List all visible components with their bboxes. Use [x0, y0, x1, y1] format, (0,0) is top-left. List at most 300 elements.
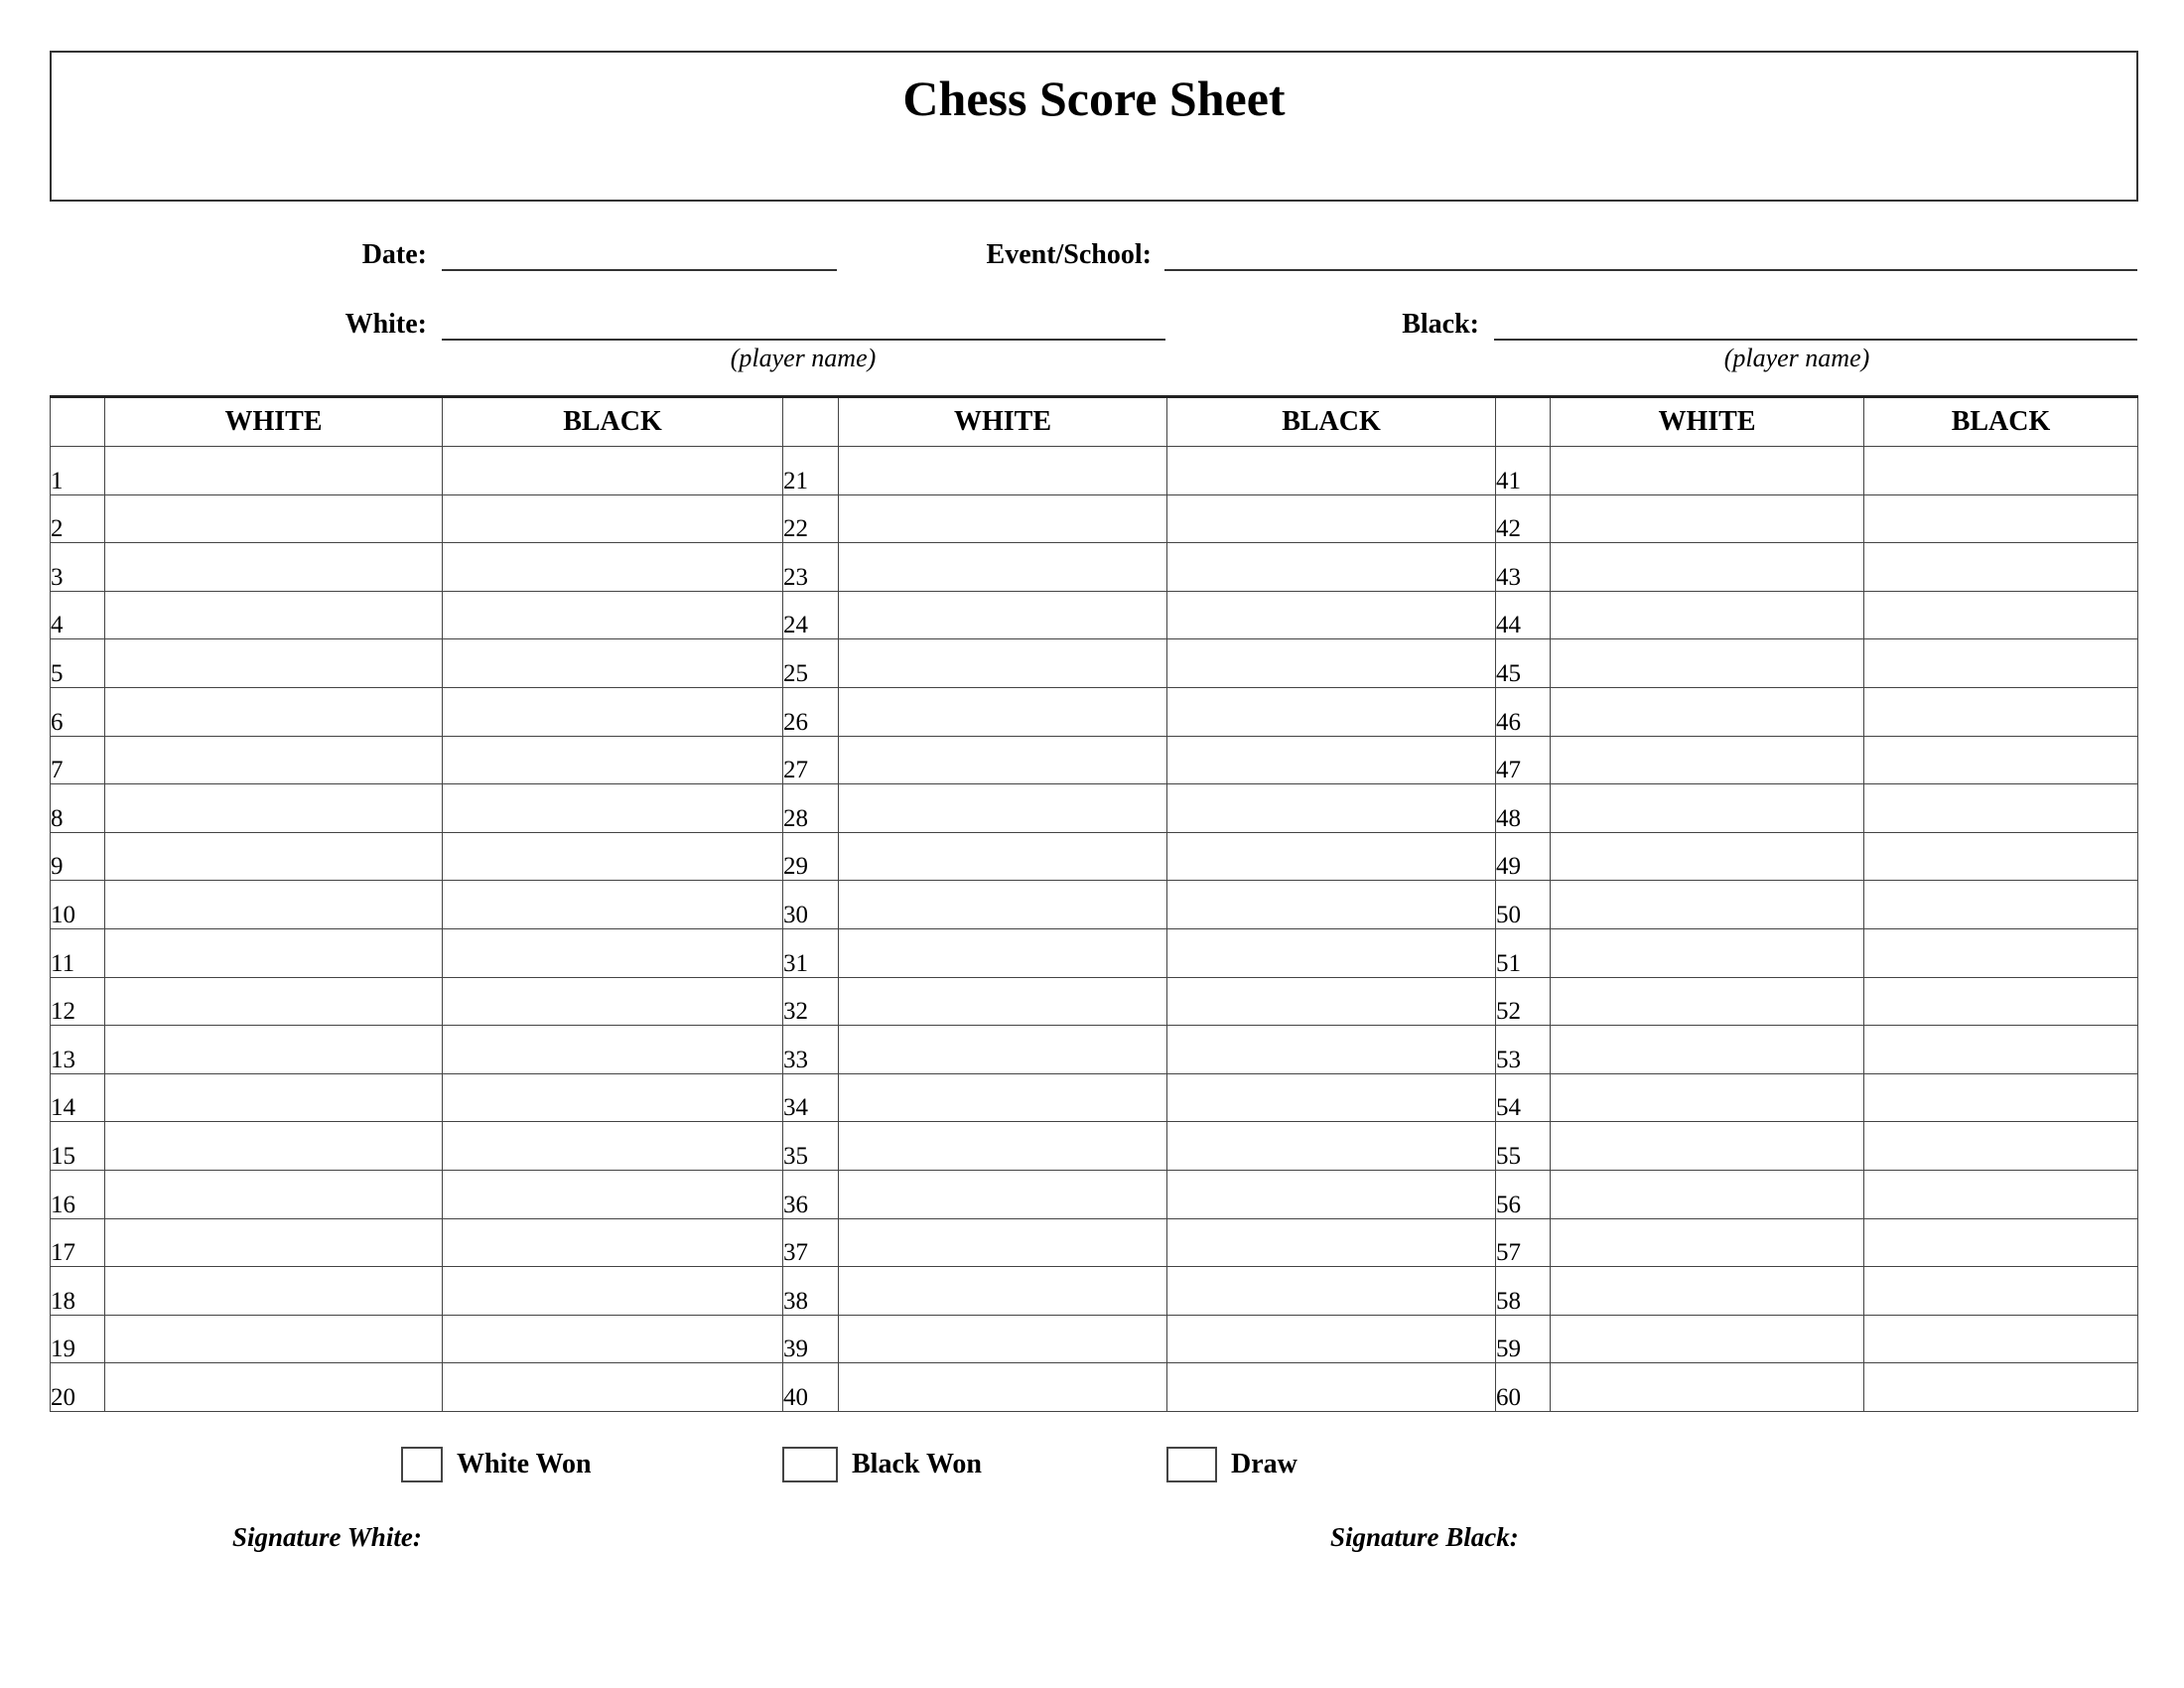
white-move-cell[interactable]: [839, 977, 1167, 1026]
white-move-input[interactable]: [105, 931, 442, 975]
white-move-input[interactable]: [105, 594, 442, 637]
white-move-input[interactable]: [839, 545, 1166, 589]
black-move-cell[interactable]: [443, 977, 783, 1026]
white-move-cell[interactable]: [1551, 447, 1864, 495]
black-move-cell[interactable]: [1167, 1170, 1496, 1218]
white-move-input[interactable]: [105, 1317, 442, 1360]
table-row: [51, 639, 2138, 688]
white-move-input[interactable]: [105, 1173, 442, 1216]
result-draw[interactable]: [1166, 1447, 1297, 1482]
black-move-cell[interactable]: [1167, 881, 1496, 929]
white-move-cell[interactable]: [1551, 1218, 1864, 1267]
move-number: 30: [783, 881, 839, 929]
black-move-cell[interactable]: [1864, 639, 2138, 688]
white-move-cell[interactable]: [1551, 1267, 1864, 1316]
move-number: 9: [51, 832, 105, 881]
white-move-input[interactable]: [1551, 738, 1863, 781]
white-move-cell[interactable]: [839, 1315, 1167, 1363]
white-move-input[interactable]: [1551, 1173, 1863, 1216]
black-move-cell[interactable]: [1167, 687, 1496, 736]
black-move-cell[interactable]: [1864, 784, 2138, 833]
black-move-cell[interactable]: [1167, 639, 1496, 688]
black-move-input[interactable]: [1167, 979, 1495, 1023]
white-move-cell[interactable]: [839, 881, 1167, 929]
white-move-input[interactable]: [105, 1124, 442, 1168]
black-move-cell[interactable]: [443, 881, 783, 929]
white-move-cell[interactable]: [105, 928, 443, 977]
black-move-input[interactable]: [1167, 1317, 1495, 1360]
white-move-cell[interactable]: [839, 687, 1167, 736]
black-move-cell[interactable]: [443, 1026, 783, 1074]
black-move-input[interactable]: [443, 690, 782, 734]
move-number: 54: [1496, 1073, 1551, 1122]
black-move-cell[interactable]: [1167, 1122, 1496, 1171]
black-move-input[interactable]: [1167, 883, 1495, 926]
white-won-checkbox[interactable]: [401, 1447, 443, 1482]
black-move-cell[interactable]: [1167, 736, 1496, 784]
white-move-cell[interactable]: [1551, 784, 1864, 833]
white-move-cell[interactable]: [839, 1122, 1167, 1171]
white-move-input[interactable]: [1551, 1365, 1863, 1409]
black-move-input[interactable]: [1167, 1220, 1495, 1264]
white-move-input[interactable]: [839, 1365, 1166, 1409]
move-number: 49: [1496, 832, 1551, 881]
white-move-input[interactable]: [839, 1269, 1166, 1313]
black-move-cell[interactable]: [443, 1267, 783, 1316]
black-move-cell[interactable]: [1864, 1073, 2138, 1122]
white-move-input[interactable]: [839, 1173, 1166, 1216]
white-move-input[interactable]: [1551, 690, 1863, 734]
white-move-cell[interactable]: [839, 591, 1167, 639]
white-move-input[interactable]: [1551, 1028, 1863, 1071]
black-move-cell[interactable]: [1167, 1073, 1496, 1122]
white-move-input[interactable]: [105, 786, 442, 830]
move-number: 60: [1496, 1363, 1551, 1412]
black-move-input[interactable]: [1864, 690, 2137, 734]
black-move-cell[interactable]: [443, 1170, 783, 1218]
white-player-field[interactable]: [442, 310, 1165, 340]
black-move-cell[interactable]: [1167, 1267, 1496, 1316]
white-move-cell[interactable]: [839, 494, 1167, 543]
white-move-input[interactable]: [839, 786, 1166, 830]
date-field[interactable]: [442, 240, 837, 270]
date-label: Date:: [361, 239, 427, 270]
black-move-input[interactable]: [1864, 641, 2137, 685]
black-move-input[interactable]: [1864, 1365, 2137, 1409]
black-move-input[interactable]: [443, 786, 782, 830]
move-number: 51: [1496, 928, 1551, 977]
black-move-input[interactable]: [1864, 931, 2137, 975]
black-move-input[interactable]: [1167, 449, 1495, 492]
white-move-cell[interactable]: [839, 928, 1167, 977]
white-move-cell[interactable]: [1551, 1363, 1864, 1412]
white-move-cell[interactable]: [105, 1315, 443, 1363]
table-header-row: [51, 397, 2138, 447]
event-underline: [1164, 269, 2137, 271]
white-move-cell[interactable]: [839, 1073, 1167, 1122]
white-move-input[interactable]: [105, 1076, 442, 1120]
black-move-cell[interactable]: [443, 639, 783, 688]
black-move-cell[interactable]: [1167, 977, 1496, 1026]
white-move-input[interactable]: [105, 690, 442, 734]
move-number: 27: [783, 736, 839, 784]
white-move-cell[interactable]: [1551, 881, 1864, 929]
black-move-cell[interactable]: [1864, 591, 2138, 639]
black-move-cell[interactable]: [1864, 447, 2138, 495]
black-move-input[interactable]: [443, 1076, 782, 1120]
move-number: 8: [51, 784, 105, 833]
black-move-input[interactable]: [443, 594, 782, 637]
white-move-input[interactable]: [839, 690, 1166, 734]
black-move-cell[interactable]: [1167, 543, 1496, 592]
table-row: [51, 494, 2138, 543]
result-black-won[interactable]: [782, 1447, 982, 1482]
black-move-input[interactable]: [1864, 786, 2137, 830]
move-number: 28: [783, 784, 839, 833]
white-move-cell[interactable]: [1551, 1026, 1864, 1074]
black-move-input[interactable]: [1864, 835, 2137, 879]
move-number: 35: [783, 1122, 839, 1171]
black-move-cell[interactable]: [1167, 447, 1496, 495]
white-move-input[interactable]: [839, 594, 1166, 637]
white-move-input[interactable]: [1551, 979, 1863, 1023]
black-move-cell[interactable]: [1864, 687, 2138, 736]
white-move-input[interactable]: [839, 449, 1166, 492]
black-move-cell[interactable]: [1864, 494, 2138, 543]
black-player-field[interactable]: [1494, 310, 2137, 340]
white-move-input[interactable]: [1551, 641, 1863, 685]
table-row: [51, 832, 2138, 881]
white-move-cell[interactable]: [1551, 639, 1864, 688]
white-move-input[interactable]: [105, 979, 442, 1023]
score-table: [50, 395, 2138, 1412]
white-move-cell[interactable]: [105, 1363, 443, 1412]
table-row: [51, 736, 2138, 784]
white-move-cell[interactable]: [105, 1170, 443, 1218]
black-move-cell[interactable]: [1864, 1315, 2138, 1363]
black-move-cell[interactable]: [1167, 1026, 1496, 1074]
black-move-cell[interactable]: [1864, 1170, 2138, 1218]
white-move-cell[interactable]: [1551, 977, 1864, 1026]
white-move-input[interactable]: [839, 738, 1166, 781]
white-move-input[interactable]: [1551, 835, 1863, 879]
white-move-input[interactable]: [105, 835, 442, 879]
white-move-cell[interactable]: [839, 784, 1167, 833]
black-won-checkbox[interactable]: [782, 1447, 838, 1482]
move-number: 38: [783, 1267, 839, 1316]
black-move-input[interactable]: [443, 738, 782, 781]
black-move-input[interactable]: [1864, 1076, 2137, 1120]
white-move-input[interactable]: [1551, 496, 1863, 540]
score-table-body: [51, 447, 2138, 1412]
black-move-input[interactable]: [1864, 1317, 2137, 1360]
black-move-cell[interactable]: [1167, 494, 1496, 543]
white-move-input[interactable]: [1551, 1317, 1863, 1360]
black-move-input[interactable]: [443, 1124, 782, 1168]
white-move-cell[interactable]: [839, 1267, 1167, 1316]
white-move-cell[interactable]: [105, 1122, 443, 1171]
black-move-cell[interactable]: [1167, 591, 1496, 639]
black-move-input[interactable]: [443, 1317, 782, 1360]
white-move-input[interactable]: [839, 1220, 1166, 1264]
move-number: 15: [51, 1122, 105, 1171]
black-move-cell[interactable]: [443, 447, 783, 495]
black-move-input[interactable]: [443, 1269, 782, 1313]
black-move-input[interactable]: [443, 641, 782, 685]
black-move-cell[interactable]: [443, 1315, 783, 1363]
white-move-input[interactable]: [105, 1028, 442, 1071]
white-move-input[interactable]: [839, 979, 1166, 1023]
white-move-cell[interactable]: [105, 736, 443, 784]
white-move-input[interactable]: [839, 1028, 1166, 1071]
black-move-input[interactable]: [1167, 690, 1495, 734]
white-move-input[interactable]: [1551, 1220, 1863, 1264]
black-move-cell[interactable]: [443, 736, 783, 784]
move-number: 31: [783, 928, 839, 977]
table-row: [51, 591, 2138, 639]
white-move-input[interactable]: [1551, 1269, 1863, 1313]
black-move-cell[interactable]: [1864, 1026, 2138, 1074]
black-move-input[interactable]: [443, 1173, 782, 1216]
white-move-input[interactable]: [839, 641, 1166, 685]
page-title: Chess Score Sheet: [902, 70, 1286, 126]
white-move-input[interactable]: [105, 545, 442, 589]
white-move-cell[interactable]: [105, 1073, 443, 1122]
black-move-cell[interactable]: [1864, 1122, 2138, 1171]
black-move-cell[interactable]: [1864, 543, 2138, 592]
black-move-input[interactable]: [1864, 1269, 2137, 1313]
white-move-input[interactable]: [839, 883, 1166, 926]
date-underline: [442, 269, 837, 271]
black-move-input[interactable]: [443, 835, 782, 879]
black-player-label: Black:: [1402, 309, 1479, 340]
table-row: [51, 447, 2138, 495]
black-move-input[interactable]: [1167, 545, 1495, 589]
white-move-cell[interactable]: [839, 1026, 1167, 1074]
white-move-input[interactable]: [839, 835, 1166, 879]
white-move-cell[interactable]: [839, 543, 1167, 592]
white-move-cell[interactable]: [1551, 1170, 1864, 1218]
black-move-input[interactable]: [443, 1365, 782, 1409]
white-move-cell[interactable]: [839, 1218, 1167, 1267]
move-number: 53: [1496, 1026, 1551, 1074]
black-move-input[interactable]: [443, 496, 782, 540]
white-move-input[interactable]: [1551, 1124, 1863, 1168]
black-move-cell[interactable]: [1864, 1267, 2138, 1316]
black-move-input[interactable]: [443, 979, 782, 1023]
white-move-input[interactable]: [105, 496, 442, 540]
black-move-cell[interactable]: [1864, 832, 2138, 881]
table-row: [51, 1267, 2138, 1316]
black-move-input[interactable]: [1864, 449, 2137, 492]
white-move-input[interactable]: [1551, 449, 1863, 492]
black-move-cell[interactable]: [443, 494, 783, 543]
event-field[interactable]: [1164, 240, 2137, 270]
white-move-cell[interactable]: [1551, 494, 1864, 543]
header-white: WHITE: [105, 397, 443, 447]
white-move-input[interactable]: [1551, 883, 1863, 926]
black-move-input[interactable]: [1167, 1173, 1495, 1216]
black-move-input[interactable]: [1864, 1028, 2137, 1071]
black-move-cell[interactable]: [443, 928, 783, 977]
white-move-input[interactable]: [839, 931, 1166, 975]
black-move-cell[interactable]: [1864, 881, 2138, 929]
black-move-input[interactable]: [1167, 1269, 1495, 1313]
move-number: 44: [1496, 591, 1551, 639]
black-move-input[interactable]: [443, 449, 782, 492]
white-move-cell[interactable]: [105, 494, 443, 543]
black-move-input[interactable]: [1167, 594, 1495, 637]
black-move-input[interactable]: [1864, 883, 2137, 926]
white-move-input[interactable]: [839, 496, 1166, 540]
white-move-cell[interactable]: [105, 639, 443, 688]
black-move-input[interactable]: [1167, 1028, 1495, 1071]
black-move-input[interactable]: [1864, 496, 2137, 540]
white-move-cell[interactable]: [1551, 1073, 1864, 1122]
white-move-cell[interactable]: [839, 736, 1167, 784]
white-move-input[interactable]: [839, 1124, 1166, 1168]
white-move-cell[interactable]: [1551, 591, 1864, 639]
white-move-input[interactable]: [105, 449, 442, 492]
white-move-cell[interactable]: [1551, 832, 1864, 881]
black-move-input[interactable]: [1167, 496, 1495, 540]
white-move-cell[interactable]: [105, 784, 443, 833]
move-number: 41: [1496, 447, 1551, 495]
black-move-cell[interactable]: [1864, 736, 2138, 784]
black-move-cell[interactable]: [1864, 928, 2138, 977]
black-move-input[interactable]: [1864, 738, 2137, 781]
white-move-cell[interactable]: [1551, 928, 1864, 977]
white-move-cell[interactable]: [105, 543, 443, 592]
black-move-cell[interactable]: [443, 784, 783, 833]
black-move-cell[interactable]: [443, 832, 783, 881]
white-move-input[interactable]: [105, 641, 442, 685]
white-move-cell[interactable]: [105, 1267, 443, 1316]
black-move-cell[interactable]: [443, 1122, 783, 1171]
black-move-cell[interactable]: [443, 687, 783, 736]
black-move-cell[interactable]: [1864, 977, 2138, 1026]
black-move-cell[interactable]: [1167, 1315, 1496, 1363]
move-number: 7: [51, 736, 105, 784]
black-move-input[interactable]: [443, 545, 782, 589]
black-move-cell[interactable]: [1864, 1218, 2138, 1267]
white-move-cell[interactable]: [1551, 736, 1864, 784]
move-number: 4: [51, 591, 105, 639]
white-move-input[interactable]: [105, 1365, 442, 1409]
black-move-input[interactable]: [1167, 738, 1495, 781]
result-white-won[interactable]: [401, 1447, 592, 1482]
black-move-input[interactable]: [1167, 786, 1495, 830]
black-move-input[interactable]: [1864, 1173, 2137, 1216]
white-move-cell[interactable]: [105, 832, 443, 881]
white-move-cell[interactable]: [839, 1363, 1167, 1412]
black-move-input[interactable]: [1167, 1076, 1495, 1120]
black-move-input[interactable]: [443, 883, 782, 926]
white-move-input[interactable]: [839, 1076, 1166, 1120]
black-move-input[interactable]: [1167, 931, 1495, 975]
white-move-cell[interactable]: [105, 447, 443, 495]
black-move-cell[interactable]: [1167, 1218, 1496, 1267]
black-move-input[interactable]: [1864, 979, 2137, 1023]
black-move-input[interactable]: [443, 1028, 782, 1071]
white-move-cell[interactable]: [105, 591, 443, 639]
move-number: 48: [1496, 784, 1551, 833]
white-move-input[interactable]: [1551, 545, 1863, 589]
move-number: 2: [51, 494, 105, 543]
black-player-hint: (player name): [1723, 344, 1870, 372]
black-player-underline: [1494, 339, 2137, 341]
black-move-cell[interactable]: [1167, 928, 1496, 977]
black-move-input[interactable]: [1864, 1220, 2137, 1264]
black-move-cell[interactable]: [1167, 832, 1496, 881]
draw-checkbox[interactable]: [1166, 1447, 1217, 1482]
white-move-cell[interactable]: [105, 1026, 443, 1074]
white-move-cell[interactable]: [1551, 687, 1864, 736]
black-move-input[interactable]: [1864, 1124, 2137, 1168]
white-move-cell[interactable]: [839, 639, 1167, 688]
table-row: [51, 1363, 2138, 1412]
black-move-input[interactable]: [443, 1220, 782, 1264]
white-move-input[interactable]: [105, 1269, 442, 1313]
header-white: WHITE: [839, 397, 1167, 447]
black-move-input[interactable]: [1167, 835, 1495, 879]
white-player-hint: (player name): [730, 344, 877, 372]
black-move-cell[interactable]: [1864, 1363, 2138, 1412]
white-move-cell[interactable]: [105, 1218, 443, 1267]
white-move-cell[interactable]: [105, 977, 443, 1026]
white-move-cell[interactable]: [1551, 1315, 1864, 1363]
move-number: 56: [1496, 1170, 1551, 1218]
black-move-input[interactable]: [443, 931, 782, 975]
header-black: BLACK: [1167, 397, 1496, 447]
black-move-cell[interactable]: [1167, 1363, 1496, 1412]
white-move-cell[interactable]: [839, 447, 1167, 495]
white-move-cell[interactable]: [1551, 1122, 1864, 1171]
white-move-input[interactable]: [105, 883, 442, 926]
table-row: [51, 1122, 2138, 1171]
white-move-cell[interactable]: [1551, 543, 1864, 592]
move-number: 45: [1496, 639, 1551, 688]
black-move-input[interactable]: [1864, 545, 2137, 589]
black-move-input[interactable]: [1167, 1365, 1495, 1409]
black-move-cell[interactable]: [443, 1363, 783, 1412]
white-move-cell[interactable]: [105, 687, 443, 736]
white-move-input[interactable]: [105, 1220, 442, 1264]
table-row: [51, 1073, 2138, 1122]
white-move-cell[interactable]: [839, 832, 1167, 881]
white-move-input[interactable]: [105, 738, 442, 781]
header-move-number: [783, 397, 839, 447]
black-move-cell[interactable]: [443, 591, 783, 639]
black-move-input[interactable]: [1167, 1124, 1495, 1168]
white-move-input[interactable]: [1551, 1076, 1863, 1120]
white-move-cell[interactable]: [105, 881, 443, 929]
white-move-input[interactable]: [1551, 786, 1863, 830]
white-move-input[interactable]: [1551, 931, 1863, 975]
white-move-cell[interactable]: [839, 1170, 1167, 1218]
black-move-cell[interactable]: [443, 1073, 783, 1122]
black-move-cell[interactable]: [443, 1218, 783, 1267]
white-won-label: White Won: [457, 1449, 592, 1479]
white-move-input[interactable]: [839, 1317, 1166, 1360]
black-move-cell[interactable]: [443, 543, 783, 592]
move-number: 46: [1496, 687, 1551, 736]
black-move-input[interactable]: [1167, 641, 1495, 685]
black-move-cell[interactable]: [1167, 784, 1496, 833]
white-move-input[interactable]: [1551, 594, 1863, 637]
black-move-input[interactable]: [1864, 594, 2137, 637]
header-black: BLACK: [1864, 397, 2138, 447]
